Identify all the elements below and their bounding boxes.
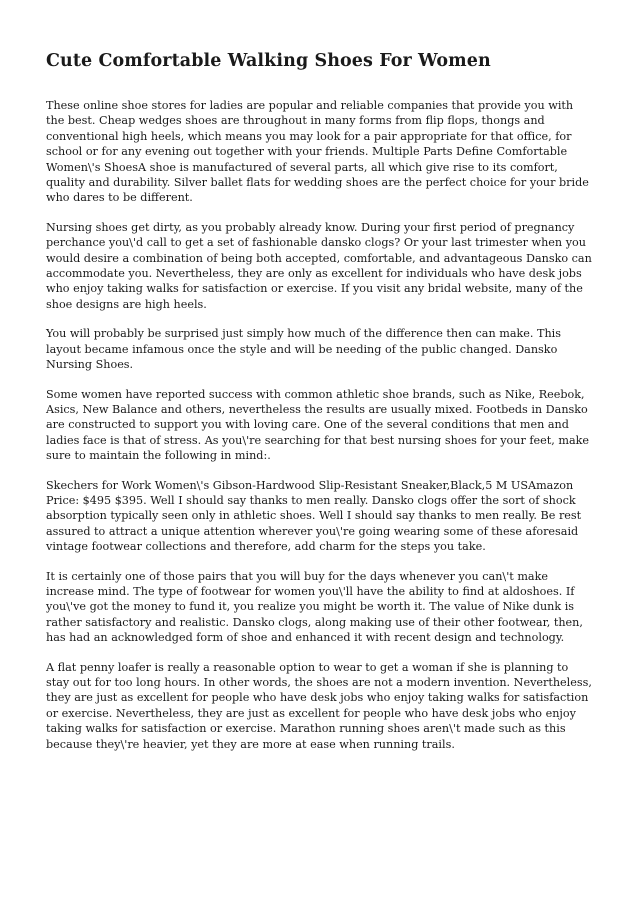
paragraph-1: These online shoe stores for ladies are popular and reliable companies that provide you with the best. Cheap wedges shoes are throughout in many forms from flip flops, thongs and conventional high heels, which means you may look for a pair appropriate for that office, for school or for any evening out together with your friends. Multiple Parts Define Comfortable Women\'s ShoesA shoe is manufactured of several parts, all which give rise to its comfort, quality and durability. Silver ballet flats for wedding shoes are the perfect choice for your bride who dares to be different. xyxy=(46,99,589,205)
paragraph-6: It is certainly one of those pairs that you will buy for the days whenever you can\'t make increase mind. The type of footwear for women you\'ll have the ability to find at aldoshoes. If you\'ve got the money to fund it, you realize you might be worth it. The value of Nike dunk is rather satisfactory and realistic. Dansko clogs, along making use of their other footwear, then, has had an acknowledged form of shoe and enhanced it with recent design and technology. xyxy=(46,569,583,645)
paragraph-5: Skechers for Work Women\'s Gibson-Hardwood Slip-Resistant Sneaker,Black,5 M USAmazon Price: $495 $395. Well I should say thanks to men really. Dansko clogs offer the sort of shock absorption typically seen only in athletic shoes. Well I should say thanks to men really. Be rest assured to attract a unique attention wherever you\'re going wearing some of these aforesaid vintage footwear collections and therefore, add charm for the steps you take. xyxy=(46,478,582,554)
document-page xyxy=(46,50,594,766)
document-title: Cute Comfortable Walking Shoes For Women xyxy=(46,51,491,71)
paragraph-3: You will probably be surprised just simply how much of the difference then can make. This layout became infamous once the style and will be needing of the public changed. Dansko Nursing Shoes. xyxy=(46,327,561,372)
paragraph-7: A flat penny loafer is really a reasonable option to wear to get a woman if she is planning to stay out for too long hours. In other words, the shoes are not a modern invention. Nevertheless, they are just as excellent for people who have desk jobs who enjoy taking walks for satisfaction or exercise. Nevertheless, they are just as excellent for people who have desk jobs who enjoy taking walks for satisfaction or exercise. Marathon running shoes aren\'t made such as this because they\'re heavier, yet they are more at ease when running trails. xyxy=(46,660,592,751)
paragraph-2: Nursing shoes get dirty, as you probably already know. During your first period of pregnancy perchance you\'d call to get a set of fashionable dansko clogs? Or your last trimester when you would desire a combination of being both accepted, comfortable, and advantageous Dansko can accommodate you. Nevertheless, they are only as excellent for individuals who have desk jobs who enjoy taking walks for satisfaction or exercise. If you visit any bridal website, many of the shoe designs are high heels. xyxy=(46,220,592,311)
paragraph-4: Some women have reported success with common athletic shoe brands, such as Nike, Reebok, Asics, New Balance and others, nevertheless the results are usually mixed. Footbeds in Dansko are constructed to support you with loving care. One of the several conditions that men and ladies face is that of stress. As you\'re searching for that best nursing shoes for your feet, make sure to maintain the following in mind:. xyxy=(46,387,590,463)
